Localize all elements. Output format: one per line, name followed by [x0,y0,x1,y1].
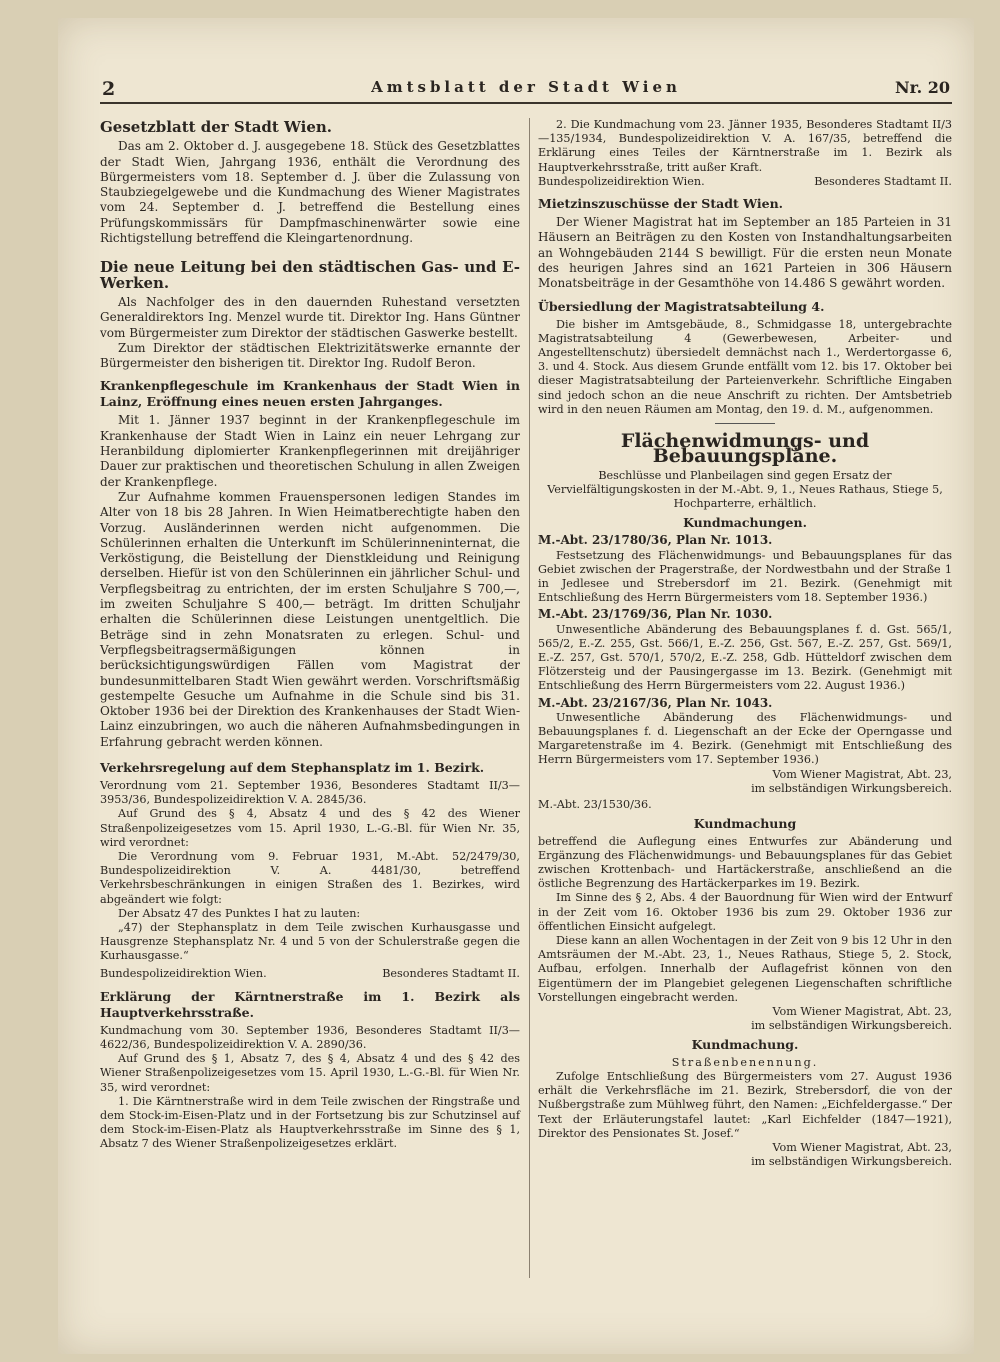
subsection-title: Kundmachung. [691,1037,799,1053]
signature-right: Besonderes Stadtamt II. [382,966,520,980]
paragraph: Der Wiener Magistrat hat im September an 185 Parteien in 31 Häusern an Beiträgen zu den Kosten von Instandhaltungsarbeiten an Wohngebäuden 2144 S bewilligt. Für die ersten neun Monate des heurigen Jahres sind an 1621 Parteien in 306 Häusern Monatsbeiträge in der Gesamthöhe von 14.486 S gewährt worden. [538,215,952,291]
subsection-subtitle: Straßenbenennung. [671,1055,819,1069]
section-title: Krankenpflegeschule im Krankenhaus der Stadt Wien in Lainz, Eröffnung eines neuen ersten Jahrganges. [100,378,520,410]
signature-line: im selbständigen Wirkungsbereich. [751,1019,952,1033]
paragraph: Zum Direktor der städtischen Elektrizitätswerke ernannte der Bürgermeister den bisherigen tit. Direktor Ing. Rudolf Beron. [100,340,520,371]
column-divider [529,118,530,1278]
paragraph: Auf Grund des § 4, Absatz 4 und des § 42 des Wiener Straßenpolizeigesetzes vom 15. April 1930, L.-G.-Bl. für Wien Nr. 35, wird verordnet: [100,807,520,849]
signature-line: im selbständigen Wirkungsbereich. [751,781,952,795]
paragraph: Als Nachfolger des in den dauernden Ruhestand versetzten Generaldirektors Ing. Menzel wurde tit. Direktor Ing. Hans Güntner vom Bürgermeister zum Direktor der städtischen Gaswerke bestellt. [100,294,520,340]
section-title: Übersiedlung der Magistratsabteilung 4. [538,298,825,314]
paragraph: Verordnung vom 21. September 1936, Besonderes Stadtamt II/3—3953/36, Bundespolizeidirektion V. A. 2845/36. [100,778,520,807]
paragraph: Kundmachung vom 30. September 1936, Besonderes Stadtamt II/3—4622/36, Bundespolizeidirektion V. A. 2890/36. [100,1023,520,1052]
reference-number: M.-Abt. 23/1530/36. [538,798,652,812]
right-column [538,118,952,1169]
issue-number: Nr. 20 [895,78,950,97]
paragraph: Unwesentliche Abänderung des Flächenwidmungs- und Bebauungsplanes f. d. Liegenschaft an der Ecke der Operngasse und Margaretenstraße im 4. Bezirk. (Genehmigt mit Entschließung des Herrn Bürgermeisters vom 17. September 1936.) [538,710,952,767]
paragraph: Auf Grund des § 1, Absatz 7, des § 4, Absatz 4 und des § 42 des Wiener Straßenpolizeigesetzes vom 15. April 1930, L.-G.-Bl. für Wien Nr. 35, wird verordnet: [100,1052,520,1094]
plan-heading: M.-Abt. 23/1769/36, Plan Nr. 1030. [538,607,773,622]
paragraph: Beschlüsse und Planbeilagen sind gegen Ersatz der Vervielfältigungskosten in der M.-Abt. 9, 1., Neues Rathaus, Stiege 5, Hochparterre, erhältlich. [547,468,943,510]
section-title: Erklärung der Kärntnerstraße im 1. Bezirk als Hauptverkehrsstraße. [100,988,520,1020]
paragraph: Die Verordnung vom 9. Februar 1931, M.-Abt. 52/2479/30, Bundespolizeidirektion V. A. 4481/30, betreffend Verkehrsbeschränkungen in einigen Straßen des 1. Bezirkes, wird abgeändert wie folgt: [100,850,520,906]
plan-heading: M.-Abt. 23/2167/36, Plan Nr. 1043. [538,695,773,710]
section-title: Flächenwidmungs- und Bebauungspläne. [620,429,870,468]
paragraph: Mit 1. Jänner 1937 beginnt in der Krankenpflegeschule im Krankenhause der Stadt Wien in Lainz ein neuer Lehrgang zur Heranbildung diplomierter Krankenpflegerinnen mit dreijähriger Dauer zur praktischen und theoretischen Schulung in allen Zweigen der Krankenpflege. [100,413,520,489]
paragraph: „47) der Stephansplatz in dem Teile zwischen Kurhausgasse und Hausgrenze Stephansplatz Nr. 4 und 5 von der Schulerstraße gegen die Kurhausgasse.“ [100,921,520,963]
paragraph: Im Sinne des § 2, Abs. 4 der Bauordnung für Wien wird der Entwurf in der Zeit vom 16. Oktober 1936 bis zum 29. Oktober 1936 zur öffentlichen Einsicht aufgelegt. [538,891,952,933]
section-title: Verkehrsregelung auf dem Stephansplatz im 1. Bezirk. [100,759,485,775]
section-title: Mietzinszuschüsse der Stadt Wien. [538,196,784,212]
paragraph: Der Absatz 47 des Punktes I hat zu lauten: [118,906,361,920]
paragraph: Zur Aufnahme kommen Frauenspersonen ledigen Standes im Alter von 18 bis 28 Jahren. In Wien Heimatberechtigte haben den Vorzug. Ausländerinnen werden nicht aufgenommen. Die Schülerinnen erhalten die Unterkunft im Schülerinneninternat, die Verköstigung, die Beistellung der Dienstkleidung und Reinigung derselben. Hiefür ist von den Schülerinnen ein jährlicher Schul- und Verpflegsbeitrag zu entrichten, der im ersten Schuljahre S 700,—, im zweiten Schuljahre S 400,— beträgt. Im dritten Schuljahr erhalten die Schülerinnen diese Leistungen unentgeltlich. Die Beträge sind in zehn Monatsraten zu erlegen. Schul- und Verpflegsbeitragsermäßigungen können in berücksichtigungswürdigen Fällen vom Magistrat der bundesunmittelbaren Stadt Wien gewährt werden. Vorschriftsmäßig gestempelte Gesuche um Aufnahme in die Schule sind bis 31. Oktober 1936 bei der Direktion des Krankenhauses der Stadt Wien-Lainz einzubringen, wo auch die näheren Aufnahmsbedingungen in Erfahrung gebracht werden können. [100,489,520,749]
plan-heading: M.-Abt. 23/1780/36, Plan Nr. 1013. [538,533,773,548]
signature-line: im selbständigen Wirkungsbereich. [751,1155,952,1169]
separator-rule [715,423,775,424]
paragraph: Diese kann an allen Wochentagen in der Zeit von 9 bis 12 Uhr in den Amtsräumen der M.-Abt. 23, 1., Neues Rathaus, Stiege 5, 2. Stock, Aufbau, erfolgen. Innerhalb der Auflagefrist können von den Eigentümern der im Plangebiet gelegenen Liegenschaften schriftliche Vorstellungen eingebracht werden. [538,934,952,1004]
section-title: Gesetzblatt der Stadt Wien. [100,118,333,136]
subsection-title: Kundmachung [693,816,797,832]
paragraph: 1. Die Kärntnerstraße wird in dem Teile zwischen der Ringstraße und dem Stock-im-Eisen-Platz und in der Fortsetzung bis zur Schutzinsel auf dem Stock-im-Eisen-Platz als Hauptverkehrsstraße im Sinne des § 1, Absatz 7 des Wiener Straßenpolizeigesetzes erklärt. [100,1094,520,1151]
signature-left: Bundespolizeidirektion Wien. [100,966,267,980]
paragraph: betreffend die Auflegung eines Entwurfes zur Abänderung und Ergänzung des Flächenwidmungs- und Bebauungsplanes für das Gebiet zwischen Krottenbach- und Hartäckerstraße, anschließend an die östliche Begrenzung des Hartäckerparkes im 19. Bezirk. [538,834,952,891]
signature-right: Besonderes Stadtamt II. [814,174,952,188]
subsection-title: Kundmachungen. [683,515,807,531]
journal-title: Amtsblatt der Stadt Wien [371,78,681,96]
left-column [100,118,520,1152]
page-header [100,78,952,104]
paragraph: 2. Die Kundmachung vom 23. Jänner 1935, Besonderes Stadtamt II/3—135/1934, Bundespolizeidirektion V. A. 167/35, betreffend die Erklärung eines Teiles der Kärntnerstraße im 1. Bezirk als Hauptverkehrsstraße, tritt außer Kraft. [538,118,952,174]
paragraph: Festsetzung des Flächenwidmungs- und Bebauungsplanes für das Gebiet zwischen der Pragerstraße, der Nordwestbahn und der Straße 1 in Jedlesee und Strebersdorf im 21. Bezirk. (Genehmigt mit Entschließung des Herrn Bürgermeisters vom 18. September 1936.) [538,548,952,605]
paragraph: Das am 2. Oktober d. J. ausgegebene 18. Stück des Gesetzblattes der Stadt Wien, Jahrgang 1936, enthält die Verordnung des Bürgermeisters vom 18. September d. J. über die Zulassung von Staubziegelgewebe und die Kundmachung des Wiener Magistrates vom 24. September d. J. betreffend die Bestellung eines Prüfungskommissärs für Dampfmaschinenwärter sowie eine Richtigstellung betreffend die Kleingartenordnung. [100,139,520,246]
paragraph: Unwesentliche Abänderung des Bebauungsplanes f. d. Gst. 565/1, 565/2, E.-Z. 255, Gst. 566/1, E.-Z. 256, Gst. 567, E.-Z. 257, Gst. 569/1, E.-Z. 257, Gst. 570/1, 570/2, E.-Z. 258, Gdb. Hütteldorf zwischen dem Flötzersteig und der Pausingergasse im 13. Bezirk. (Genehmigt mit Entschließung des Herrn Bürgermeisters vom 22. August 1936.) [538,622,952,693]
paragraph: Die bisher im Amtsgebäude, 8., Schmidgasse 18, untergebrachte Magistratsabteilung 4 (Gewerbewesen, Arbeiter- und Angestelltenschutz) übersiedelt demnächst nach 1., Werdertorgasse 6, 3. und 4. Stock. Aus diesem Grunde entfällt vom 12. bis 17. Oktober bei dieser Magistratsabteilung der Parteienverkehr. Schriftliche Eingaben sind jedoch schon an die neue Anschrift zu richten. Der Amtsbetrieb wird in den neuen Räumen am Montag, den 19. d. M., aufgenommen. [538,317,952,416]
section-title: Die neue Leitung bei den städtischen Gas- und E-Werken. [100,258,520,292]
signature-line: Vom Wiener Magistrat, Abt. 23, [772,1005,952,1019]
page-number: 2 [102,78,116,100]
signature-line: Vom Wiener Magistrat, Abt. 23, [772,1140,952,1154]
signature-left: Bundespolizeidirektion Wien. [538,174,705,188]
signature-line: Vom Wiener Magistrat, Abt. 23, [772,767,952,781]
paragraph: Zufolge Entschließung des Bürgermeisters vom 27. August 1936 erhält die Verkehrsfläche im 21. Bezirk, Strebersdorf, die von der Nußbergstraße zum Mühlweg führt, den Namen: „Eichfeldergasse.“ Der Text der Erläuterungstafel lautet: „Karl Eichfelder (1847—1921), Direktor des Pensionates St. Josef.“ [538,1069,952,1140]
